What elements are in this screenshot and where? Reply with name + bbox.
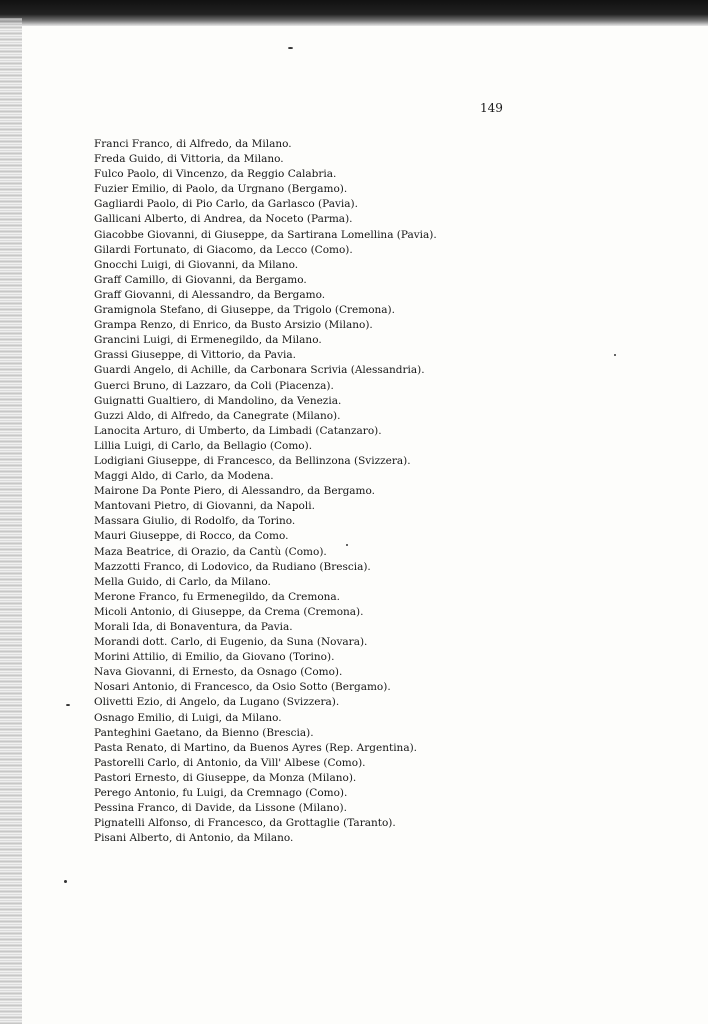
list-item: Mauri Giuseppe, di Rocco, da Como. [94,530,289,543]
scan-speck [288,47,293,49]
list-item: Guzzi Aldo, di Alfredo, da Canegrate (Milano). [94,409,341,422]
list-item: Grampa Renzo, di Enrico, da Busto Arsizio (Milano). [94,319,373,332]
list-item: Morandi dott. Carlo, di Eugenio, da Suna (Novara). [94,636,368,649]
list-item: Merone Franco, fu Ermenegildo, da Cremona. [94,590,341,603]
list-item: Panteghini Gaetano, da Bienno (Brescia). [94,726,314,739]
list-item: Pastori Ernesto, di Giuseppe, da Monza (Milano). [94,771,357,784]
list-item: Guerci Bruno, di Lazzaro, da Coli (Piacenza). [94,379,334,392]
list-item: Mantovani Pietro, di Giovanni, da Napoli. [94,500,315,513]
list-item: Gallicani Alberto, di Andrea, da Noceto (Parma). [94,213,353,226]
list-item: Pessina Franco, di Davide, da Lissone (Milano). [94,802,347,815]
list-item: Mella Guido, di Carlo, da Milano. [94,575,271,588]
list-item: Maggi Aldo, di Carlo, da Modena. [94,470,274,483]
name-list [94,137,694,846]
list-item: Osnago Emilio, di Luigi, da Milano. [94,711,282,724]
list-item: Graff Giovanni, di Alessandro, da Bergamo. [94,288,326,301]
list-item: Grancini Luigi, di Ermenegildo, da Milano. [94,334,322,347]
scan-speck [614,354,616,356]
list-item: Massara Giulio, di Rodolfo, da Torino. [94,515,296,528]
scan-speck [346,544,348,546]
list-item: Pastorelli Carlo, di Antonio, da Vill' Albese (Como). [94,756,366,769]
list-item: Giacobbe Giovanni, di Giuseppe, da Sartirana Lomellina (Pavia). [94,228,437,241]
scan-top-edge [0,0,708,26]
list-item: Fuzier Emilio, di Paolo, da Urgnano (Bergamo). [94,183,348,196]
list-item: Gnocchi Luigi, di Giovanni, da Milano. [94,258,299,271]
list-item: Gramignola Stefano, di Giuseppe, da Trigolo (Cremona). [94,304,395,317]
list-item: Guardi Angelo, di Achille, da Carbonara Scrivia (Alessandria). [94,364,425,377]
scan-left-edge [0,18,22,1024]
scan-speck [64,880,67,883]
list-item: Gagliardi Paolo, di Pio Carlo, da Garlasco (Pavia). [94,198,358,211]
list-item: Morini Attilio, di Emilio, da Giovano (Torino). [94,651,335,664]
page-number: 149 [480,101,503,115]
list-item: Nosari Antonio, di Francesco, da Osio Sotto (Bergamo). [94,681,391,694]
list-item: Pisani Alberto, di Antonio, da Milano. [94,832,294,845]
list-item: Franci Franco, di Alfredo, da Milano. [94,138,292,150]
list-item: Nava Giovanni, di Ernesto, da Osnago (Como). [94,666,343,679]
list-item: Pasta Renato, di Martino, da Buenos Ayres (Rep. Argentina). [94,741,418,754]
list-item: Lodigiani Giuseppe, di Francesco, da Bellinzona (Svizzera). [94,454,411,467]
list-item: Pignatelli Alfonso, di Francesco, da Grottaglie (Taranto). [94,817,396,830]
list-item: Mairone Da Ponte Piero, di Alessandro, da Bergamo. [94,485,375,498]
list-item: Mazzotti Franco, di Lodovico, da Rudiano (Brescia). [94,560,371,573]
list-item: Freda Guido, di Vittoria, da Milano. [94,153,284,166]
list-item: Lanocita Arturo, di Umberto, da Limbadi (Catanzaro). [94,424,382,437]
list-item: Morali Ida, di Bonaventura, da Pavia. [94,621,293,633]
list-item: Fulco Paolo, di Vincenzo, da Reggio Calabria. [94,168,337,181]
list-item: Lillia Luigi, di Carlo, da Bellagio (Como). [94,439,313,452]
list-item: Micoli Antonio, di Giuseppe, da Crema (Cremona). [94,605,364,618]
list-item: Guignatti Gualtiero, di Mandolino, da Venezia. [94,394,342,407]
list-item: Grassi Giuseppe, di Vittorio, da Pavia. [94,349,296,362]
list-item: Gilardi Fortunato, di Giacomo, da Lecco (Como). [94,243,353,256]
list-item: Perego Antonio, fu Luigi, da Cremnago (Como). [94,787,348,800]
list-item: Olivetti Ezio, di Angelo, da Lugano (Svizzera). [94,696,340,709]
list-item: Maza Beatrice, di Orazio, da Cantù (Como). [94,545,327,558]
list-item: Graff Camillo, di Giovanni, da Bergamo. [94,273,307,286]
scan-speck [66,704,70,706]
